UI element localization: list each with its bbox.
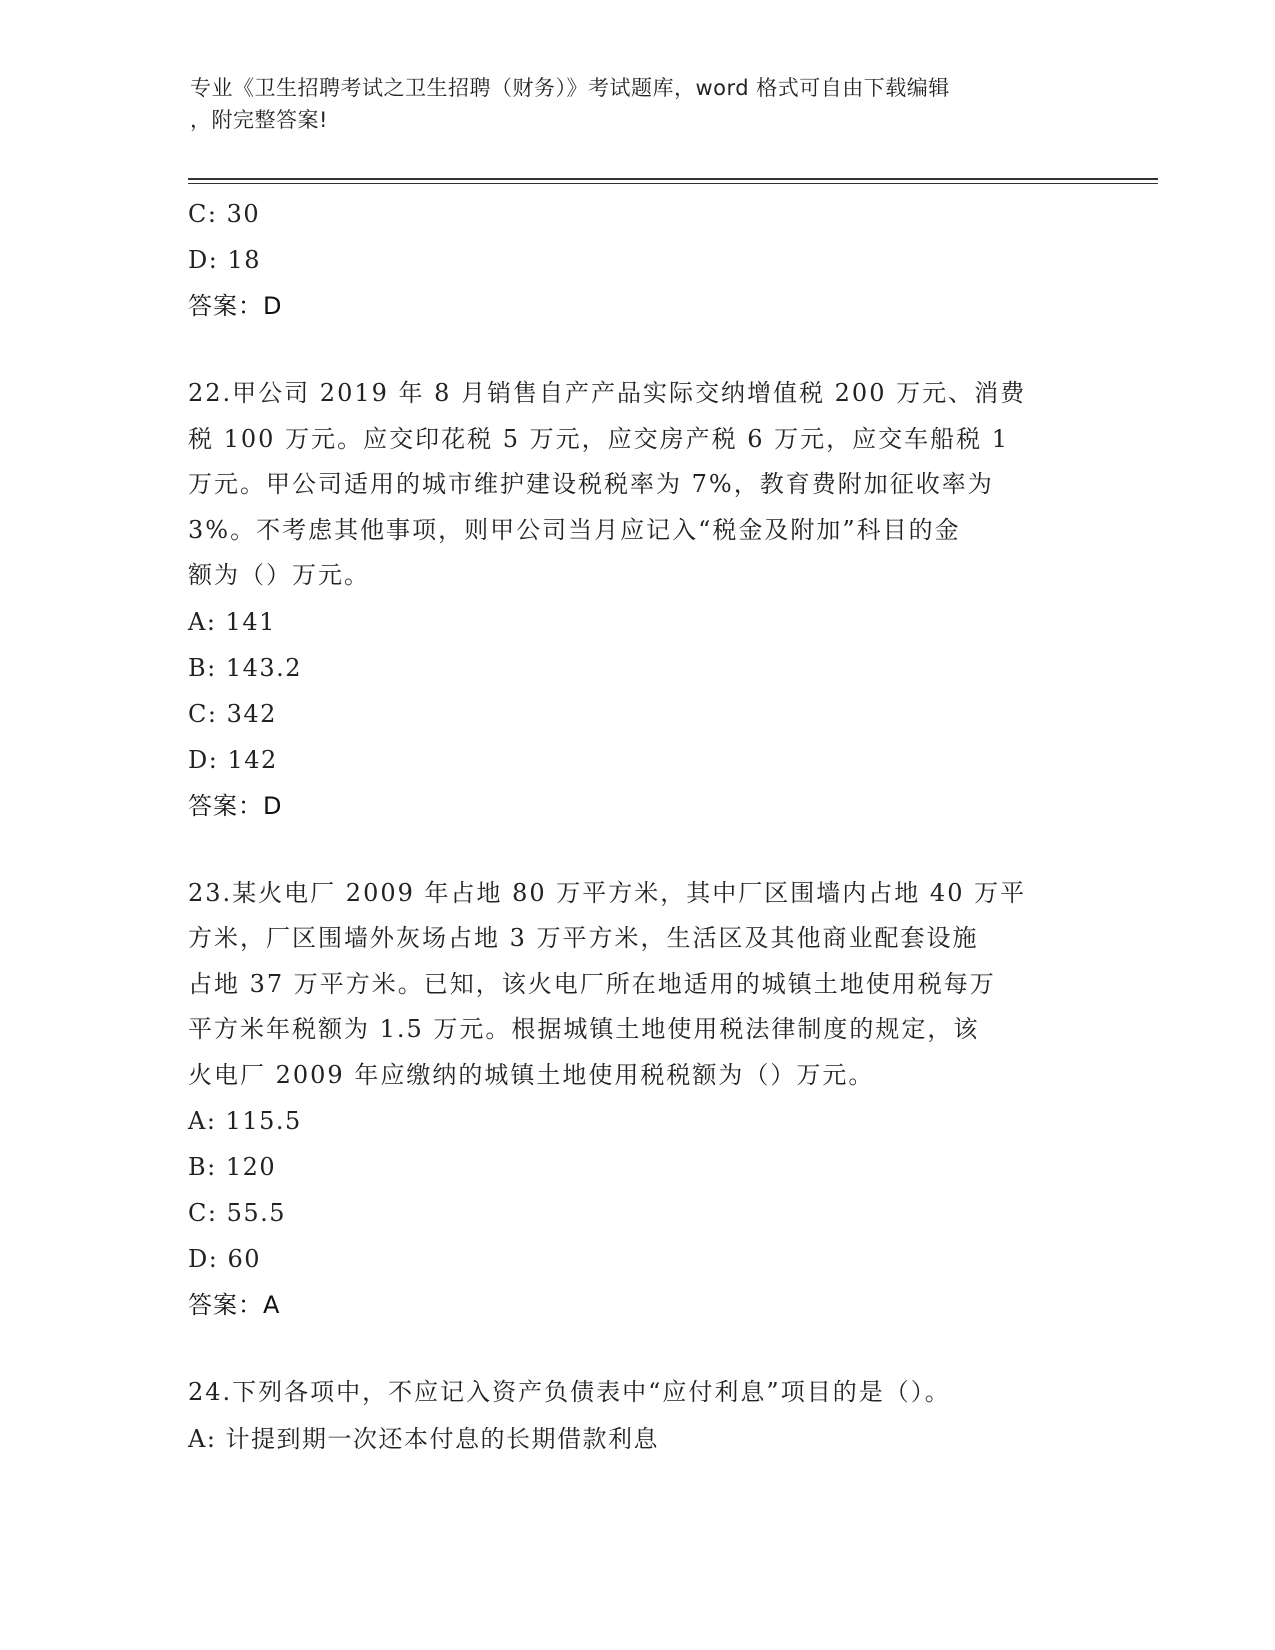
option-a: A: 计提到期一次还本付息的长期借款利息 bbox=[188, 1424, 660, 1453]
question-stem bbox=[188, 1370, 1088, 1416]
document-header bbox=[190, 72, 1070, 136]
stem-line: 税 100 万元。应交印花税 5 万元，应交房产税 6 万元，应交车船税 1 bbox=[188, 424, 1010, 453]
spacer bbox=[188, 829, 1088, 871]
answer-line: 答案：D bbox=[188, 292, 283, 320]
option-d: D: 142 bbox=[188, 745, 278, 774]
spacer bbox=[188, 329, 1088, 371]
question-23 bbox=[188, 871, 1088, 1329]
question-stem bbox=[188, 871, 1088, 1099]
stem-line: 方米，厂区围墙外灰场占地 3 万平方米，生活区及其他商业配套设施 bbox=[188, 924, 979, 952]
header-line-1: 专业《卫生招聘考试之卫生招聘（财务）》考试题库，word 格式可自由下载编辑 bbox=[190, 76, 950, 100]
option-c: C: 55.5 bbox=[188, 1199, 287, 1227]
stem-line: 万元。甲公司适用的城市维护建设税税率为 7%，教育费附加征收率为 bbox=[188, 470, 994, 498]
answer-line: 答案：A bbox=[188, 1291, 281, 1319]
question-stem bbox=[188, 371, 1088, 599]
option-c: C: 342 bbox=[188, 699, 277, 728]
stem-line: 24.下列各项中，不应记入资产负债表中“应付利息”项目的是（）。 bbox=[188, 1378, 951, 1406]
stem-line: 火电厂 2009 年应缴纳的城镇土地使用税税额为（）万元。 bbox=[188, 1060, 875, 1089]
stem-line: 平方米年税额为 1.5 万元。根据城镇土地使用税法律制度的规定，该 bbox=[188, 1015, 980, 1043]
answer-line: 答案：D bbox=[188, 791, 283, 820]
header-divider-thick bbox=[188, 178, 1158, 180]
option-c: C: 30 bbox=[188, 200, 261, 228]
question-content bbox=[188, 191, 1088, 1462]
option-d: D: 60 bbox=[188, 1245, 261, 1273]
spacer bbox=[188, 1328, 1088, 1370]
partial-question bbox=[188, 191, 1088, 329]
question-24 bbox=[188, 1370, 1088, 1462]
stem-line: 额为（）万元。 bbox=[188, 561, 370, 589]
header-line-2: ，附完整答案! bbox=[190, 108, 328, 132]
option-d: D: 18 bbox=[188, 246, 261, 274]
stem-line: 23.某火电厂 2009 年占地 80 万平方米，其中厂区围墙内占地 40 万平 bbox=[188, 878, 1027, 907]
option-a: A: 141 bbox=[188, 607, 276, 636]
option-b: B: 143.2 bbox=[188, 653, 303, 682]
option-b: B: 120 bbox=[188, 1153, 277, 1181]
option-a: A: 115.5 bbox=[188, 1107, 302, 1135]
stem-line: 3%。不考虑其他事项，则甲公司当月应记入“税金及附加”科目的金 bbox=[188, 515, 961, 544]
stem-line: 占地 37 万平方米。已知，该火电厂所在地适用的城镇土地使用税每万 bbox=[188, 969, 996, 998]
header-divider-thin bbox=[188, 183, 1158, 184]
question-22 bbox=[188, 371, 1088, 829]
stem-line: 22.甲公司 2019 年 8 月销售自产产品实际交纳增值税 200 万元、消费 bbox=[188, 379, 1027, 407]
